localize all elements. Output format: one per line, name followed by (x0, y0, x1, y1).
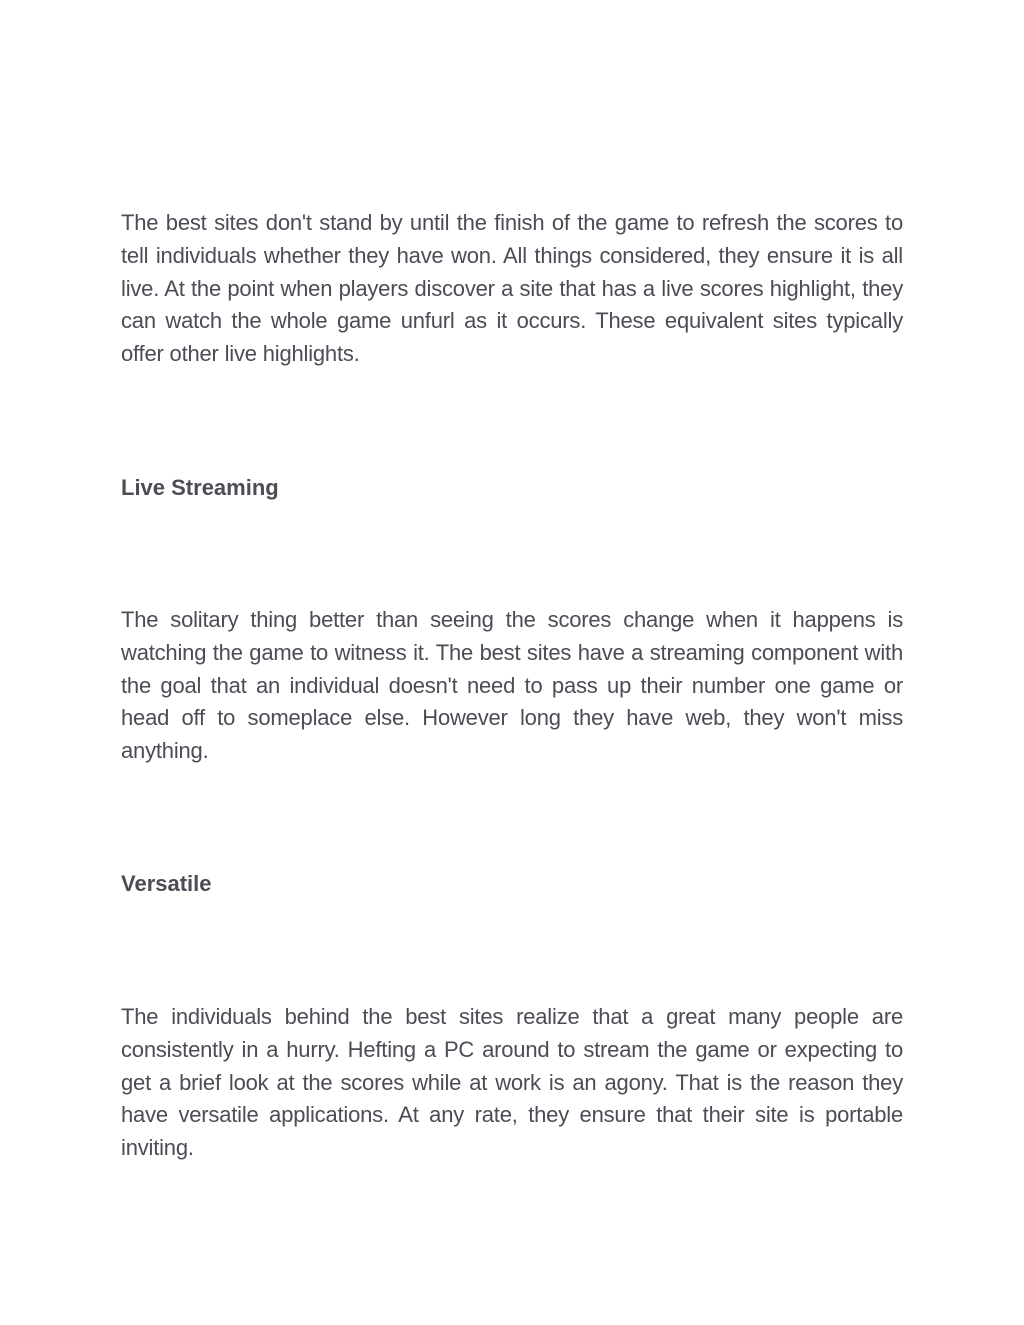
paragraph-versatile: The individuals behind the best sites realize that a great many people are consistently in a hurry. Hefting a PC around to stream the game or expecting to get a brief look at the scores while at work is an agony. That is the reason they have versatile applications. At any rate, they ensure that their site is portable inviting. (121, 1004, 903, 1161)
paragraph-live-scores: The best sites don't stand by until the finish of the game to refresh the scores to tell individuals whether they have won. All things considered, they ensure it is all live. At the point when players discover a site that has a live scores highlight, they can watch the whole game unfurl as it occurs. These equivalent sites typically offer other live highlights. (121, 210, 903, 367)
paragraph-live-streaming: The solitary thing better than seeing the scores change when it happens is watching the game to witness it. The best sites have a streaming component with the goal that an individual doesn't need to pass up their number one game or head off to someplace else. However long they have web, they won't miss anything. (121, 607, 903, 764)
heading-versatile: Versatile (121, 871, 212, 896)
heading-live-streaming: Live Streaming (121, 475, 279, 500)
